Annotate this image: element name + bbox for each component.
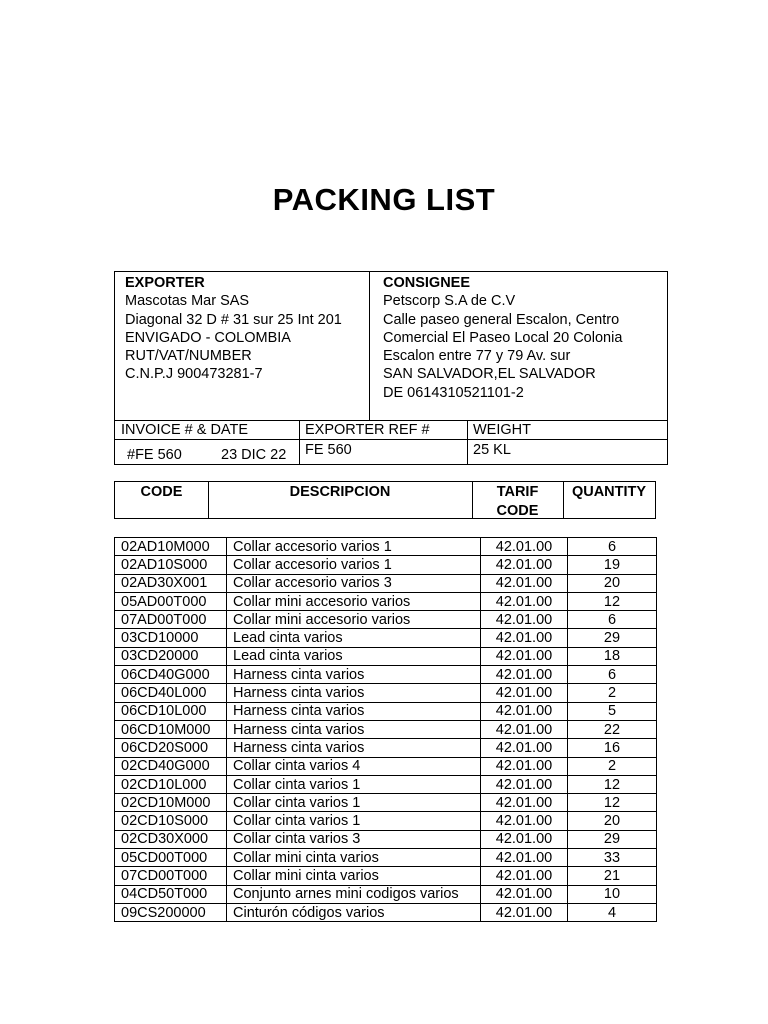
item-code: 02CD30X000 (115, 830, 227, 848)
item-tarif-code: 42.01.00 (481, 830, 568, 848)
item-quantity: 6 (568, 538, 657, 556)
item-description: Collar accesorio varios 1 (227, 538, 481, 556)
consignee-line: Calle paseo general Escalon, Centro (383, 311, 620, 328)
item-description: Collar mini accesorio varios (227, 592, 481, 610)
table-row (115, 867, 657, 885)
item-quantity: 29 (568, 629, 657, 647)
table-row (115, 611, 657, 629)
item-quantity: 12 (568, 775, 657, 793)
consignee-line: DE 0614310521101-2 (383, 384, 524, 401)
item-tarif-code: 42.01.00 (481, 592, 568, 610)
item-tarif-code: 42.01.00 (481, 739, 568, 757)
table-row (115, 739, 657, 757)
item-quantity: 6 (568, 666, 657, 684)
item-tarif-code: 42.01.00 (481, 757, 568, 775)
item-tarif-code: 42.01.00 (481, 903, 568, 921)
item-code: 09CS200000 (115, 903, 227, 921)
item-code: 02CD10S000 (115, 812, 227, 830)
table-row (115, 702, 657, 720)
table-row (115, 574, 657, 592)
item-code: 06CD20S000 (115, 739, 227, 757)
header-tarif-line2: CODE (496, 503, 539, 519)
item-tarif-code: 42.01.00 (481, 629, 568, 647)
item-description: Lead cinta varios (227, 629, 481, 647)
item-code: 06CD10M000 (115, 720, 227, 738)
invoice-label: INVOICE # & DATE (121, 422, 249, 438)
table-row (115, 684, 657, 702)
table-row (115, 629, 657, 647)
invoice-number: #FE 560 (127, 447, 182, 463)
item-code: 04CD50T000 (115, 885, 227, 903)
exporter-heading: EXPORTER (125, 275, 205, 291)
item-quantity: 10 (568, 885, 657, 903)
header-tarif-line1: TARIF (496, 484, 539, 500)
table-row (115, 720, 657, 738)
item-description: Harness cinta varios (227, 666, 481, 684)
item-quantity: 19 (568, 556, 657, 574)
item-description: Cinturón códigos varios (227, 903, 481, 921)
item-quantity: 16 (568, 739, 657, 757)
item-description: Collar accesorio varios 1 (227, 556, 481, 574)
item-description: Collar cinta varios 1 (227, 794, 481, 812)
item-quantity: 6 (568, 611, 657, 629)
item-tarif-code: 42.01.00 (481, 611, 568, 629)
item-quantity: 5 (568, 702, 657, 720)
item-tarif-code: 42.01.00 (481, 849, 568, 867)
item-code: 06CD10L000 (115, 702, 227, 720)
item-description: Harness cinta varios (227, 702, 481, 720)
weight-value: 25 KL (473, 442, 511, 458)
exporter-line: Diagonal 32 D # 31 sur 25 Int 201 (125, 311, 342, 328)
item-description: Harness cinta varios (227, 739, 481, 757)
header-tarif-code (472, 483, 563, 521)
exporter-line: Mascotas Mar SAS (125, 293, 250, 310)
item-code: 03CD10000 (115, 629, 227, 647)
table-row (115, 849, 657, 867)
item-quantity: 12 (568, 592, 657, 610)
table-row (115, 812, 657, 830)
consignee-line: Comercial El Paseo Local 20 Colonia (383, 329, 623, 346)
table-row (115, 666, 657, 684)
table-row (115, 592, 657, 610)
consignee-block (383, 274, 622, 402)
item-code: 03CD20000 (115, 647, 227, 665)
item-tarif-code: 42.01.00 (481, 702, 568, 720)
item-description: Lead cinta varios (227, 647, 481, 665)
item-description: Collar cinta varios 3 (227, 830, 481, 848)
consignee-line: Escalon entre 77 y 79 Av. sur (383, 348, 571, 365)
item-quantity: 21 (568, 867, 657, 885)
item-description: Collar mini cinta varios (227, 849, 481, 867)
item-quantity: 20 (568, 574, 657, 592)
item-tarif-code: 42.01.00 (481, 666, 568, 684)
item-quantity: 29 (568, 830, 657, 848)
item-tarif-code: 42.01.00 (481, 775, 568, 793)
item-quantity: 12 (568, 794, 657, 812)
invoice-divider (115, 439, 667, 440)
item-tarif-code: 42.01.00 (481, 684, 568, 702)
item-tarif-code: 42.01.00 (481, 574, 568, 592)
item-quantity: 2 (568, 757, 657, 775)
item-description: Collar mini cinta varios (227, 867, 481, 885)
header-description: DESCRIPCION (289, 484, 391, 500)
invoice-box (114, 420, 668, 465)
item-description: Harness cinta varios (227, 720, 481, 738)
item-tarif-code: 42.01.00 (481, 794, 568, 812)
items-body (115, 538, 657, 922)
exporter-line: RUT/VAT/NUMBER (125, 348, 252, 365)
item-tarif-code: 42.01.00 (481, 885, 568, 903)
header-quantity: QUANTITY (571, 484, 647, 500)
weight-label: WEIGHT (473, 422, 531, 438)
item-description: Collar accesorio varios 3 (227, 574, 481, 592)
item-quantity: 2 (568, 684, 657, 702)
item-description: Harness cinta varios (227, 684, 481, 702)
item-tarif-code: 42.01.00 (481, 812, 568, 830)
item-description: Collar cinta varios 1 (227, 812, 481, 830)
item-code: 02AD10S000 (115, 556, 227, 574)
page-title: PACKING LIST (272, 182, 496, 217)
parties-box (114, 271, 668, 421)
exporter-line: ENVIGADO - COLOMBIA (125, 329, 291, 346)
item-description: Collar mini accesorio varios (227, 611, 481, 629)
item-quantity: 18 (568, 647, 657, 665)
item-description: Collar cinta varios 4 (227, 757, 481, 775)
item-quantity: 22 (568, 720, 657, 738)
header-code: CODE (140, 484, 183, 500)
items-header (114, 481, 656, 519)
items-table (114, 537, 657, 922)
table-row (115, 830, 657, 848)
exporter-line: C.N.P.J 900473281-7 (125, 366, 263, 383)
item-code: 02AD30X001 (115, 574, 227, 592)
item-description: Collar cinta varios 1 (227, 775, 481, 793)
item-code: 05AD00T000 (115, 592, 227, 610)
consignee-line: Petscorp S.A de C.V (383, 293, 516, 310)
item-tarif-code: 42.01.00 (481, 647, 568, 665)
table-row (115, 794, 657, 812)
item-code: 02CD10M000 (115, 794, 227, 812)
item-quantity: 33 (568, 849, 657, 867)
consignee-heading: CONSIGNEE (383, 275, 471, 291)
item-code: 02AD10M000 (115, 538, 227, 556)
table-row (115, 885, 657, 903)
invoice-date: 23 DIC 22 (221, 447, 287, 463)
item-code: 02CD10L000 (115, 775, 227, 793)
item-code: 02CD40G000 (115, 757, 227, 775)
consignee-line: SAN SALVADOR,EL SALVADOR (383, 366, 596, 383)
item-tarif-code: 42.01.00 (481, 867, 568, 885)
table-row (115, 556, 657, 574)
table-row (115, 538, 657, 556)
item-code: 07CD00T000 (115, 867, 227, 885)
table-row (115, 757, 657, 775)
item-tarif-code: 42.01.00 (481, 556, 568, 574)
item-code: 05CD00T000 (115, 849, 227, 867)
table-row (115, 903, 657, 921)
table-row (115, 775, 657, 793)
invoice-divider (467, 421, 468, 464)
exporter-ref-value: FE 560 (305, 442, 352, 458)
invoice-divider (299, 421, 300, 464)
item-quantity: 20 (568, 812, 657, 830)
item-tarif-code: 42.01.00 (481, 720, 568, 738)
item-description: Conjunto arnes mini codigos varios (227, 885, 481, 903)
table-row (115, 647, 657, 665)
exporter-block (125, 274, 342, 384)
item-code: 06CD40G000 (115, 666, 227, 684)
item-tarif-code: 42.01.00 (481, 538, 568, 556)
item-code: 06CD40L000 (115, 684, 227, 702)
parties-divider (369, 272, 370, 420)
item-quantity: 4 (568, 903, 657, 921)
item-code: 07AD00T000 (115, 611, 227, 629)
exporter-ref-label: EXPORTER REF # (305, 422, 430, 438)
